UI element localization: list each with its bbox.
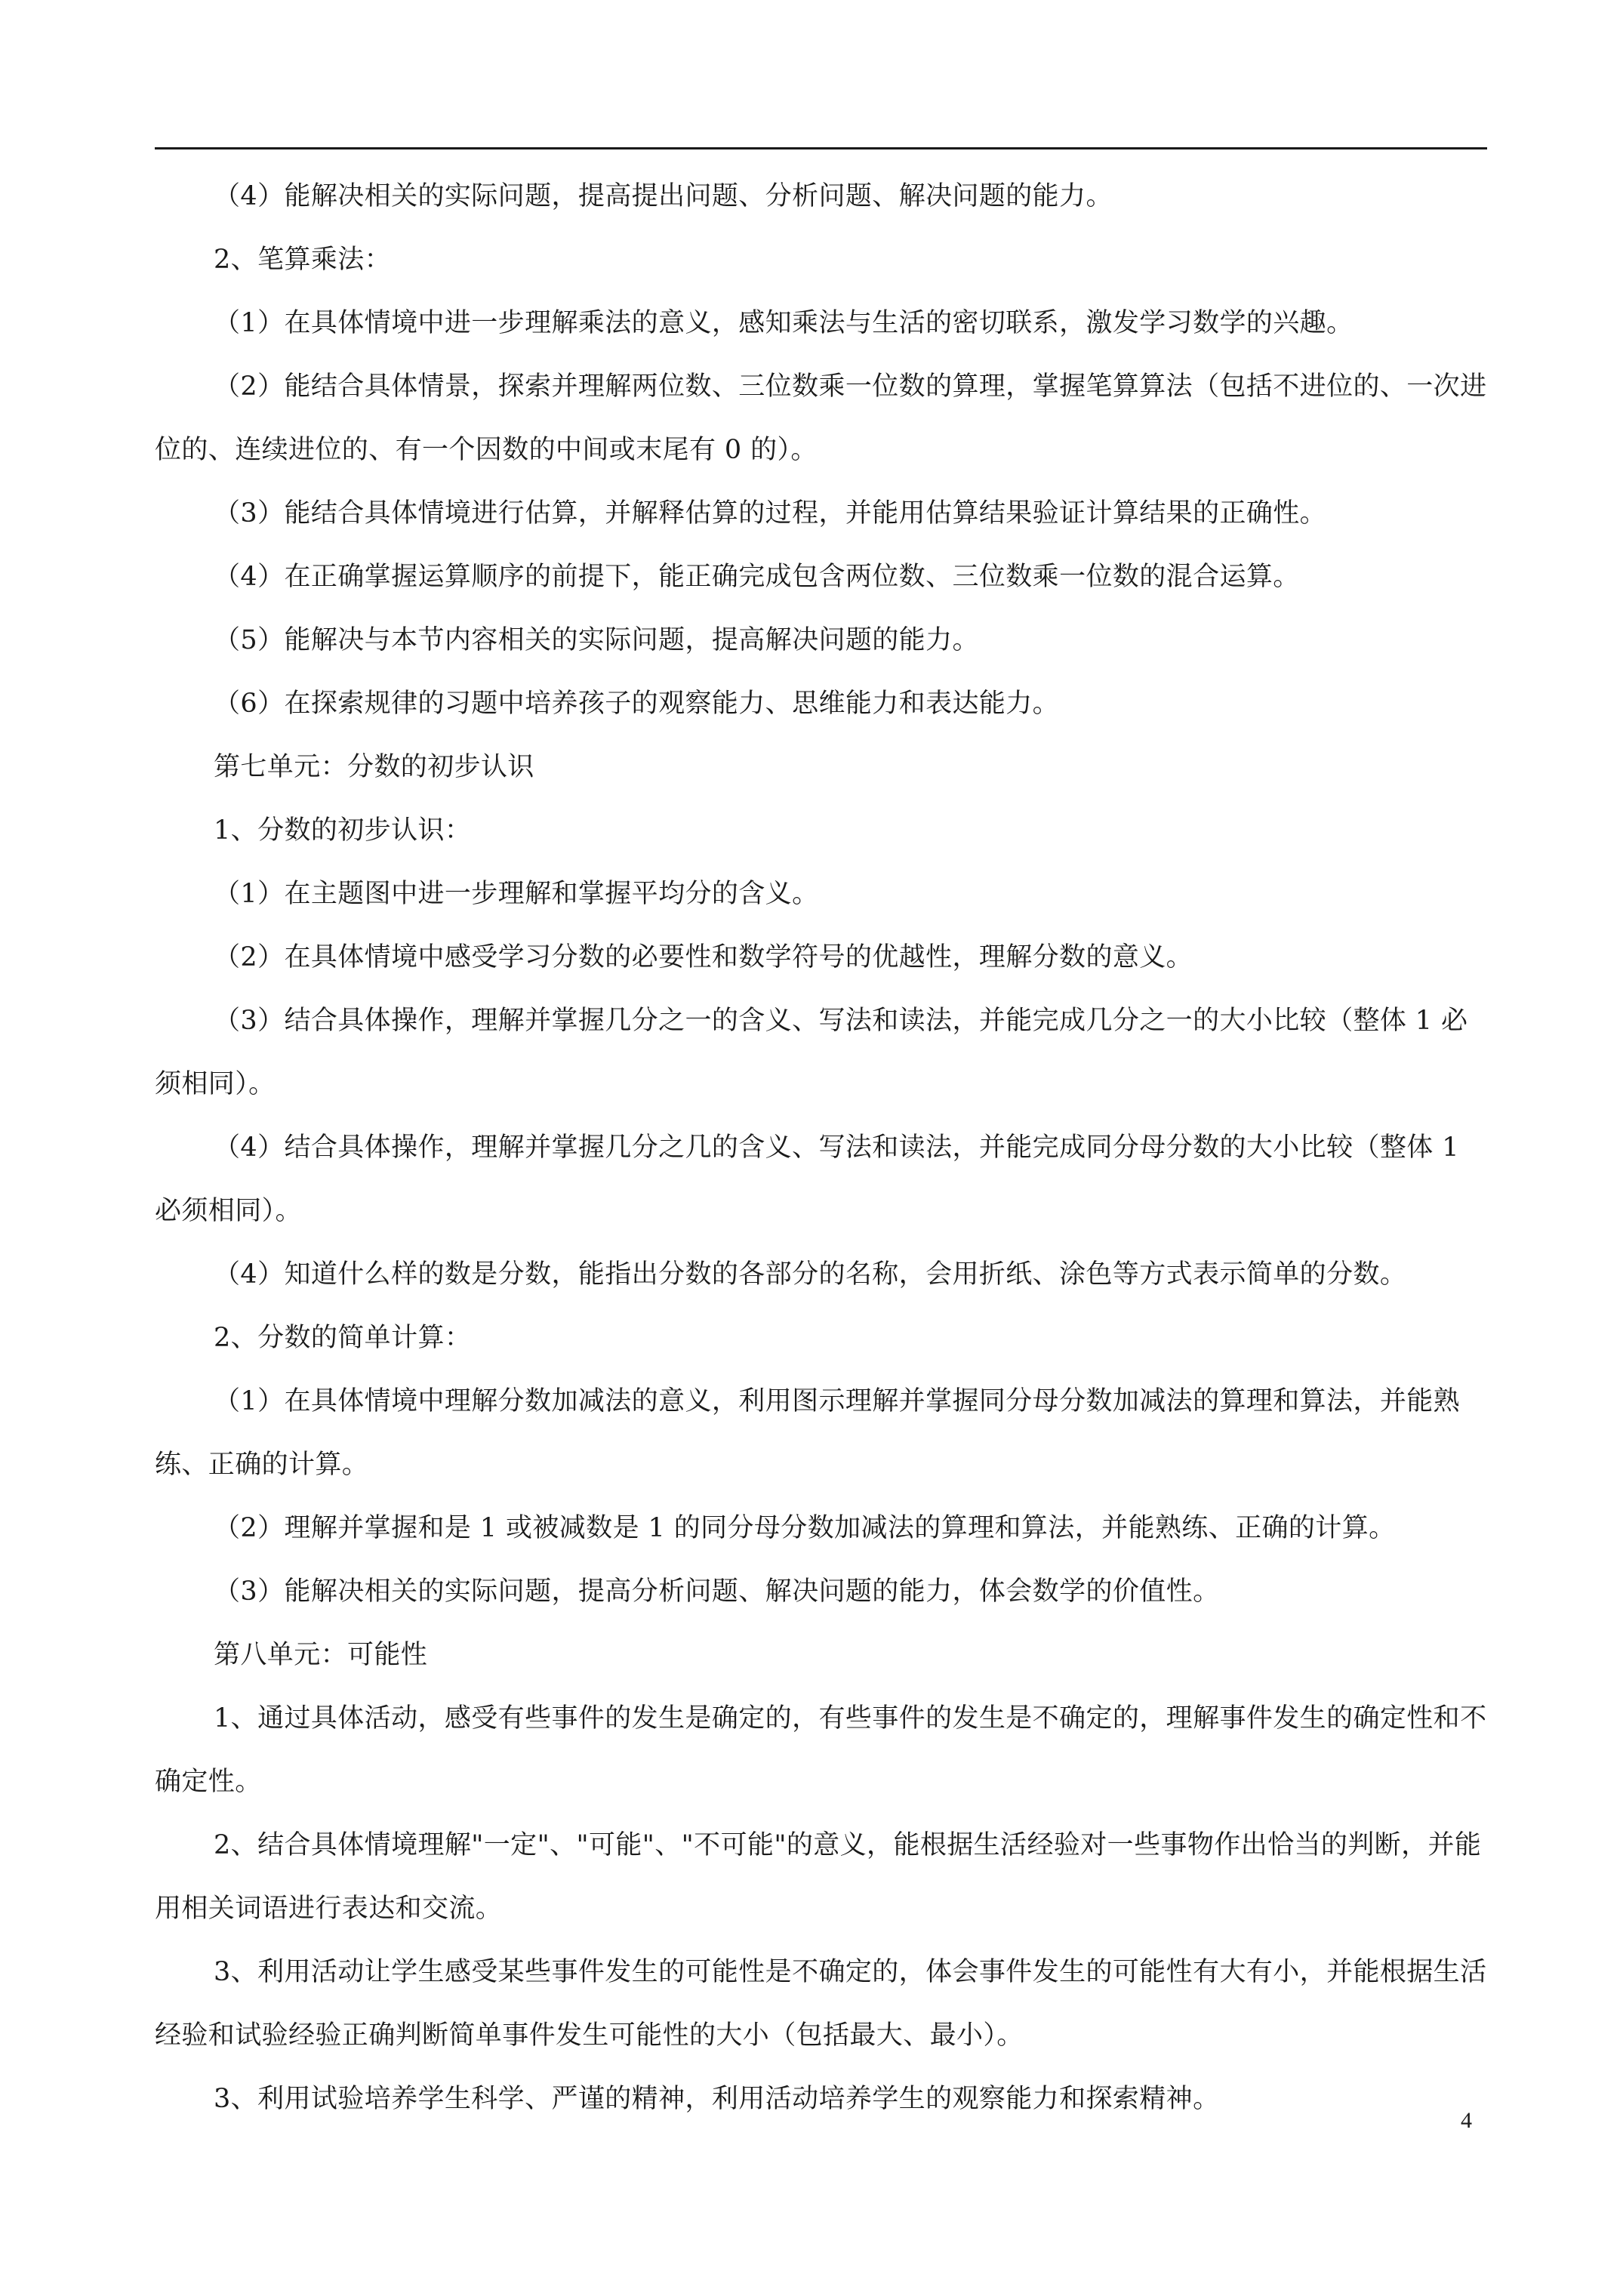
section-heading: 1、分数的初步认识：	[214, 815, 472, 846]
paragraph: （3）能结合具体情境进行估算，并解释估算的过程，并能用估算结果验证计算结果的正确性。	[214, 498, 1327, 529]
paragraph: （4）能解决相关的实际问题，提高提出问题、分析问题、解决问题的能力。	[214, 181, 1113, 211]
paragraph: （1）在具体情境中进一步理解乘法的意义，感知乘法与生活的密切联系，激发学习数学的兴趣。	[214, 308, 1354, 338]
paragraph: （3）能解决相关的实际问题，提高分析问题、解决问题的能力，体会数学的价值性。	[214, 1576, 1220, 1607]
paragraph: （5）能解决与本节内容相关的实际问题，提高解决问题的能力。	[214, 625, 979, 655]
paragraph: （2）能结合具体情景，探索并理解两位数、三位数乘一位数的算理，掌握笔算算法（包括不进位的、一次进位的、连续进位的、有一个因数的中间或末尾有 0 的）。	[155, 371, 1487, 465]
unit-heading: 第八单元：可能性	[214, 1640, 428, 1670]
paragraph: （6）在探索规律的习题中培养孩子的观察能力、思维能力和表达能力。	[214, 689, 1060, 719]
section-heading: 2、笔算乘法：	[214, 245, 392, 275]
paragraph: 1、通过具体活动，感受有些事件的发生是确定的，有些事件的发生是不确定的，理解事件发生的确定性和不确定性。	[155, 1703, 1487, 1797]
header-rule	[155, 147, 1487, 149]
paragraph: （1）在主题图中进一步理解和掌握平均分的含义。	[214, 879, 819, 909]
paragraph: （2）理解并掌握和是 1 或被减数是 1 的同分母分数加减法的算理和算法，并能熟练、正确的计算。	[214, 1513, 1396, 1543]
paragraph: （4）在正确掌握运算顺序的前提下，能正确完成包含两位数、三位数乘一位数的混合运算。	[214, 562, 1300, 592]
section-heading: 2、分数的简单计算：	[214, 1323, 472, 1353]
page-number: 4	[1461, 2108, 1472, 2133]
unit-heading: 第七单元：分数的初步认识	[214, 752, 534, 782]
paragraph: （4）知道什么样的数是分数，能指出分数的各部分的名称，会用折纸、涂色等方式表示简单的分数。	[214, 1259, 1407, 1290]
paragraph: （4）结合具体操作，理解并掌握几分之几的含义、写法和读法，并能完成同分母分数的大小比较（整体 1 必须相同）。	[155, 1133, 1459, 1226]
paragraph: 3、利用活动让学生感受某些事件发生的可能性是不确定的，体会事件发生的可能性有大有小，并能根据生活经验和试验经验正确判断简单事件发生可能性的大小（包括最大、最小）。	[155, 1957, 1487, 2051]
document-body	[155, 165, 1487, 2131]
paragraph: （2）在具体情境中感受学习分数的必要性和数学符号的优越性，理解分数的意义。	[214, 942, 1193, 972]
paragraph: （1）在具体情境中理解分数加减法的意义，利用图示理解并掌握同分母分数加减法的算理和算法，并能熟练、正确的计算。	[155, 1386, 1461, 1480]
paragraph: 2、结合具体情境理解"一定"、"可能"、"不可能"的意义，能根据生活经验对一些事物作出恰当的判断，并能用相关词语进行表达和交流。	[155, 1830, 1482, 1924]
paragraph: 3、利用试验培养学生科学、严谨的精神，利用活动培养学生的观察能力和探索精神。	[214, 2084, 1220, 2114]
paragraph: （3）结合具体操作，理解并掌握几分之一的含义、写法和读法，并能完成几分之一的大小比较（整体 1 必须相同）。	[155, 1006, 1468, 1099]
